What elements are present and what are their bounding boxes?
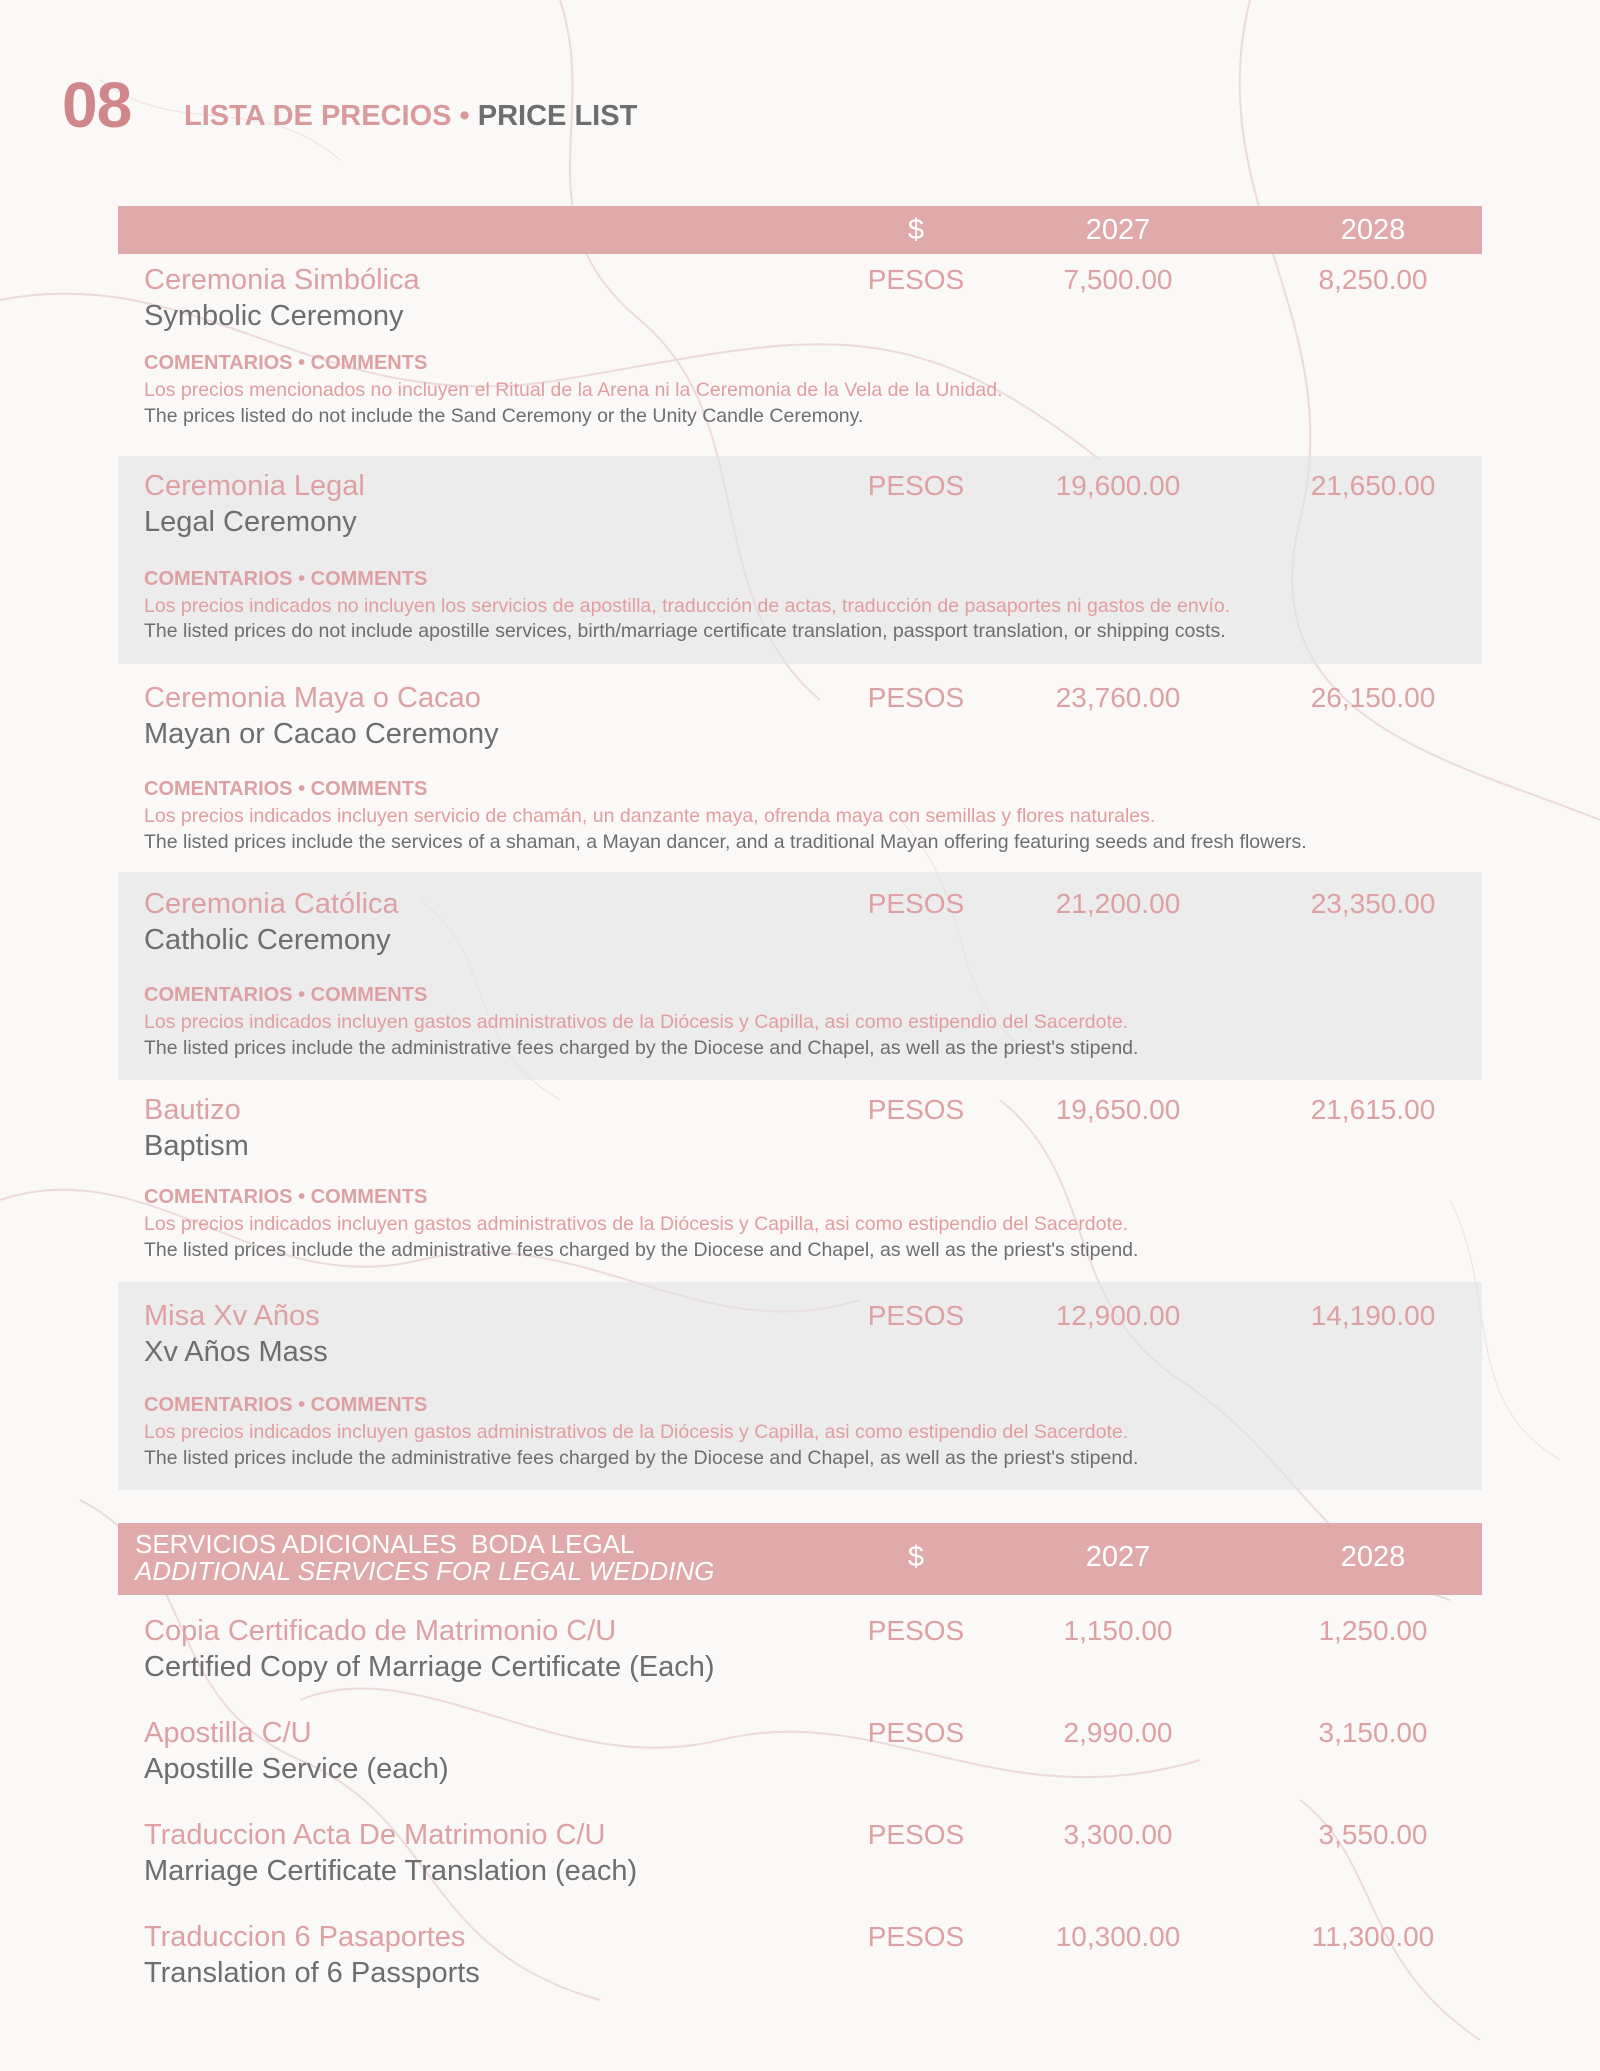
service-name-en: Marriage Certificate Translation (each) (144, 1855, 638, 1887)
currency: PESOS (867, 682, 965, 713)
additional-title-en: ADDITIONAL SERVICES FOR LEGAL WEDDING (135, 1556, 715, 1586)
service-name-en: Legal Ceremony (144, 506, 357, 538)
service-name-en: Catholic Ceremony (144, 924, 391, 956)
service-name-en: Xv Años Mass (144, 1336, 328, 1368)
currency: PESOS (867, 470, 965, 501)
service-name-en: Mayan or Cacao Ceremony (144, 718, 499, 750)
currency: PESOS (867, 1819, 965, 1850)
currency: PESOS (867, 1300, 965, 1331)
service-name-en: Symbolic Ceremony (144, 300, 404, 332)
price-row-symbolic (118, 254, 1482, 456)
additional-row-certified-copy (118, 1605, 1482, 1705)
currency: PESOS (867, 888, 965, 919)
additional-title-es: SERVICIOS ADICIONALES BODA LEGAL (135, 1529, 635, 1559)
title-separator: • (459, 100, 470, 132)
price-2028: 3,550.00 (1318, 1819, 1428, 1850)
page-number: 08 (62, 69, 132, 141)
comment-en: The listed prices do not include apostille services, birth/marriage certificate translation, passport translation, or shipping costs. (144, 620, 1226, 642)
price-2028: 26,150.00 (1310, 682, 1436, 713)
price-row-baptism (118, 1080, 1482, 1282)
comment-es: Los precios indicados incluyen gastos administrativos de la Diócesis y Capilla, asi como estipendio del Sacerdote. (144, 1421, 1129, 1443)
additional-row-apostille (118, 1707, 1482, 1807)
currency: PESOS (867, 264, 965, 295)
header-year-2027: 2027 (1085, 214, 1151, 246)
header-year-2027: 2027 (1085, 1541, 1151, 1573)
price-2028: 1,250.00 (1318, 1615, 1428, 1646)
comment-es: Los precios indicados incluyen gastos administrativos de la Diócesis y Capilla, asi como estipendio del Sacerdote. (144, 1213, 1129, 1235)
price-2027: 7,500.00 (1063, 264, 1173, 295)
header-year-2028: 2028 (1340, 214, 1406, 246)
additional-row-translation-certificate (118, 1809, 1482, 1909)
comment-es: Los precios indicados incluyen servicio de chamán, un danzante maya, ofrenda maya con semillas y flores naturales. (144, 805, 1156, 827)
currency: PESOS (867, 1717, 965, 1748)
price-2027: 19,600.00 (1055, 470, 1181, 501)
service-name-en: Certified Copy of Marriage Certificate (Each) (144, 1651, 715, 1683)
header-currency: $ (907, 1541, 925, 1573)
page-title (184, 100, 637, 133)
comment-es: Los precios indicados no incluyen los servicios de apostilla, traducción de actas, traducción de pasaportes ni gastos de envío. (144, 595, 1231, 617)
price-2028: 11,300.00 (1311, 1921, 1435, 1952)
price-row-mayan (118, 664, 1482, 872)
comments-label: COMENTARIOS • COMMENTS (144, 352, 428, 374)
price-2027: 3,300.00 (1063, 1819, 1173, 1850)
price-2028: 21,615.00 (1310, 1094, 1436, 1125)
price-row-catholic (118, 872, 1482, 1080)
price-2027: 1,150.00 (1063, 1615, 1173, 1646)
comments-label: COMENTARIOS • COMMENTS (144, 778, 428, 800)
title-es: LISTA DE PRECIOS (184, 100, 452, 132)
service-name-es: Bautizo (144, 1094, 241, 1126)
price-table-header (118, 206, 1482, 254)
price-2027: 19,650.00 (1055, 1094, 1181, 1125)
service-name-en: Translation of 6 Passports (144, 1957, 480, 1989)
price-2027: 21,200.00 (1055, 888, 1181, 919)
service-name-es: Copia Certificado de Matrimonio C/U (144, 1615, 617, 1647)
service-name-es: Apostilla C/U (144, 1717, 312, 1749)
comment-en: The prices listed do not include the Sand Ceremony or the Unity Candle Ceremony. (144, 405, 864, 427)
comment-en: The listed prices include the administrative fees charged by the Diocese and Chapel, as well as the priest's stipend. (144, 1447, 1139, 1469)
currency: PESOS (867, 1094, 965, 1125)
service-name-en: Apostille Service (each) (144, 1753, 449, 1785)
comments-label: COMENTARIOS • COMMENTS (144, 984, 428, 1006)
service-name-es: Ceremonia Simbólica (144, 264, 420, 296)
service-name-es: Ceremonia Maya o Cacao (144, 682, 481, 714)
additional-services-header (118, 1523, 1482, 1595)
comment-en: The listed prices include the administrative fees charged by the Diocese and Chapel, as well as the priest's stipend. (144, 1239, 1139, 1261)
comments-label: COMENTARIOS • COMMENTS (144, 568, 428, 590)
price-2027: 10,300.00 (1055, 1921, 1181, 1952)
price-row-legal (118, 456, 1482, 664)
price-2028: 3,150.00 (1318, 1717, 1428, 1748)
header-currency: $ (907, 214, 925, 246)
price-2028: 23,350.00 (1310, 888, 1436, 919)
header-year-2028: 2028 (1340, 1541, 1406, 1573)
price-2028: 8,250.00 (1318, 264, 1428, 295)
service-name-es: Ceremonia Legal (144, 470, 365, 502)
comment-en: The listed prices include the administrative fees charged by the Diocese and Chapel, as well as the priest's stipend. (144, 1037, 1139, 1059)
price-2027: 23,760.00 (1055, 682, 1181, 713)
price-row-xv-mass (118, 1282, 1482, 1490)
comment-en: The listed prices include the services of a shaman, a Mayan dancer, and a traditional Mayan offering featuring seeds and fresh flowers. (144, 831, 1307, 853)
comment-es: Los precios mencionados no incluyen el Ritual de la Arena ni la Ceremonia de la Vela de la Unidad. (144, 379, 1003, 401)
comment-es: Los precios indicados incluyen gastos administrativos de la Diócesis y Capilla, asi como estipendio del Sacerdote. (144, 1011, 1129, 1033)
service-name-es: Traduccion Acta De Matrimonio C/U (144, 1819, 606, 1851)
service-name-es: Misa Xv Años (144, 1300, 320, 1332)
comments-label: COMENTARIOS • COMMENTS (144, 1186, 428, 1208)
currency: PESOS (867, 1921, 965, 1952)
currency: PESOS (867, 1615, 965, 1646)
additional-row-translation-passports (118, 1911, 1482, 2011)
service-name-es: Traduccion 6 Pasaportes (144, 1921, 466, 1953)
price-2027: 12,900.00 (1055, 1300, 1181, 1331)
price-2027: 2,990.00 (1063, 1717, 1173, 1748)
price-2028: 14,190.00 (1310, 1300, 1436, 1331)
service-name-en: Baptism (144, 1130, 249, 1162)
price-2028: 21,650.00 (1310, 470, 1436, 501)
service-name-es: Ceremonia Católica (144, 888, 399, 920)
comments-label: COMENTARIOS • COMMENTS (144, 1394, 428, 1416)
title-en: PRICE LIST (477, 100, 638, 132)
